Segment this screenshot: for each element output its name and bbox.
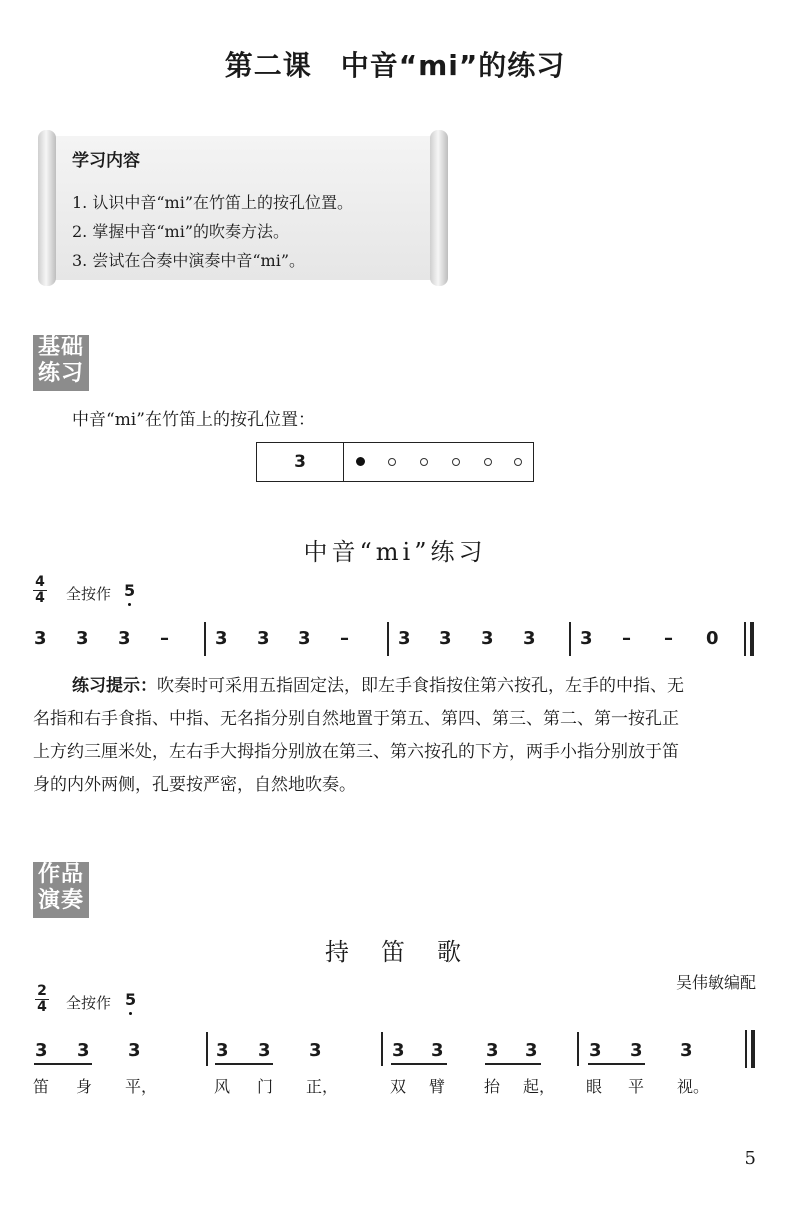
- hole-open-icon: [452, 458, 460, 466]
- dash: –: [664, 628, 673, 649]
- lyric: 双: [390, 1077, 407, 1096]
- low-octave-dot: [128, 603, 131, 606]
- exercise-title: 中音“mi”练习: [303, 538, 487, 566]
- note: 3: [76, 628, 89, 649]
- exercise-time-signature: [33, 576, 47, 605]
- low-octave-dot: [129, 1012, 132, 1015]
- lyric: 视。: [677, 1077, 710, 1096]
- badge-line-2: 演奏: [37, 888, 84, 913]
- study-content-scroll: [38, 130, 448, 286]
- scroll-rod-right: [430, 130, 448, 286]
- eighth-beam: [34, 1063, 92, 1065]
- dash: –: [340, 628, 349, 649]
- hole-open-icon: [420, 458, 428, 466]
- lyric: 正，: [306, 1077, 339, 1096]
- hole-open-icon: [514, 458, 522, 466]
- badge-line-2: 练习: [37, 361, 84, 386]
- lyric: 抬: [484, 1077, 501, 1096]
- eighth-beam: [588, 1063, 645, 1065]
- note: 3: [118, 628, 131, 649]
- practice-hint-line-2: 名指和右手食指、中指、无名指分别自然地置于第五、第四、第三、第二、第一按孔正: [33, 709, 679, 729]
- note: 3: [215, 628, 228, 649]
- fingering-note: 3: [257, 443, 344, 481]
- exercise-key-note: 5: [124, 581, 136, 600]
- barline: [206, 1032, 208, 1066]
- barline: [569, 622, 571, 656]
- note: 3: [580, 628, 593, 649]
- note: 3: [298, 628, 311, 649]
- lyric: 平，: [125, 1077, 158, 1096]
- final-barline-thick: [750, 622, 754, 656]
- arranger: 吴伟敏编配: [675, 973, 756, 992]
- song-time-signature: [35, 985, 49, 1014]
- final-barline-thin: [745, 1030, 747, 1068]
- study-item-3: 3. 尝试在合奏中演奏中音“mi”。: [72, 251, 306, 270]
- basic-practice-badge: [33, 335, 89, 391]
- dash: –: [622, 628, 631, 649]
- final-barline-thick: [751, 1030, 755, 1068]
- dash: –: [160, 628, 169, 649]
- note: 3: [34, 628, 47, 649]
- lesson-title: 第二课 中音“mi”的练习: [224, 49, 566, 82]
- study-item-1: 1. 认识中音“mi”在竹笛上的按孔位置。: [72, 193, 354, 212]
- lyric: 笛: [33, 1077, 50, 1096]
- note: 3: [431, 1040, 444, 1061]
- practice-hint-line-1: 练习提示：吹奏时可采用五指固定法，即左手食指按住第六按孔，左手的中指、无: [72, 676, 684, 696]
- fingering-chart: [256, 442, 534, 482]
- time-top: 2: [37, 983, 47, 999]
- lyric: 风: [214, 1077, 231, 1096]
- note: 3: [523, 628, 536, 649]
- note: 3: [35, 1040, 48, 1061]
- note: 3: [128, 1040, 141, 1061]
- lyric: 臂: [429, 1077, 446, 1096]
- barline: [381, 1032, 383, 1066]
- hole-closed-icon: [356, 457, 365, 466]
- study-heading: 学习内容: [72, 151, 140, 171]
- song-key-note: 5: [125, 990, 137, 1009]
- note: 3: [258, 1040, 271, 1061]
- note: 3: [481, 628, 494, 649]
- final-barline-thin: [744, 622, 746, 656]
- performance-badge: [33, 862, 89, 918]
- note: 3: [439, 628, 452, 649]
- barline: [204, 622, 206, 656]
- note: 3: [392, 1040, 405, 1061]
- note: 3: [309, 1040, 322, 1061]
- note: 3: [216, 1040, 229, 1061]
- eighth-beam: [391, 1063, 447, 1065]
- time-top: 4: [35, 574, 45, 590]
- lyric: 平: [628, 1077, 645, 1096]
- lyric: 门: [257, 1077, 274, 1096]
- lyric: 身: [76, 1077, 93, 1096]
- hole-open-icon: [388, 458, 396, 466]
- barline: [577, 1032, 579, 1066]
- note: 3: [257, 628, 270, 649]
- note: 3: [486, 1040, 499, 1061]
- barline: [387, 622, 389, 656]
- lyric: 起，: [523, 1077, 556, 1096]
- song-key-label: 全按作: [66, 994, 112, 1012]
- note: 3: [589, 1040, 602, 1061]
- eighth-beam: [485, 1063, 541, 1065]
- time-bottom: 4: [37, 999, 47, 1015]
- song-title: 持 笛 歌: [325, 938, 465, 966]
- note: 3: [525, 1040, 538, 1061]
- time-bottom: 4: [35, 590, 45, 606]
- lyric: 眼: [586, 1077, 603, 1096]
- note: 3: [77, 1040, 90, 1061]
- note: 3: [398, 628, 411, 649]
- study-item-2: 2. 掌握中音“mi”的吹奏方法。: [72, 222, 290, 241]
- scroll-rod-left: [38, 130, 56, 286]
- practice-hint-line-3: 上方约三厘米处，左右手大拇指分别放在第三、第六按孔的下方，两手小指分别放于笛: [33, 742, 679, 762]
- note: 3: [680, 1040, 693, 1061]
- exercise-key-label: 全按作: [66, 585, 112, 603]
- rest: 0: [706, 628, 719, 649]
- badge-line-1: 作品: [37, 862, 84, 887]
- practice-hint-line-4: 身的内外两侧，孔要按严密，自然地吹奏。: [33, 775, 356, 795]
- note: 3: [630, 1040, 643, 1061]
- hole-open-icon: [484, 458, 492, 466]
- fingering-intro: 中音“mi”在竹笛上的按孔位置：: [72, 410, 315, 430]
- badge-line-1: 基础: [37, 335, 84, 360]
- practice-hint-label: 练习提示：: [72, 676, 157, 696]
- eighth-beam: [215, 1063, 273, 1065]
- page-number: 5: [744, 1148, 756, 1169]
